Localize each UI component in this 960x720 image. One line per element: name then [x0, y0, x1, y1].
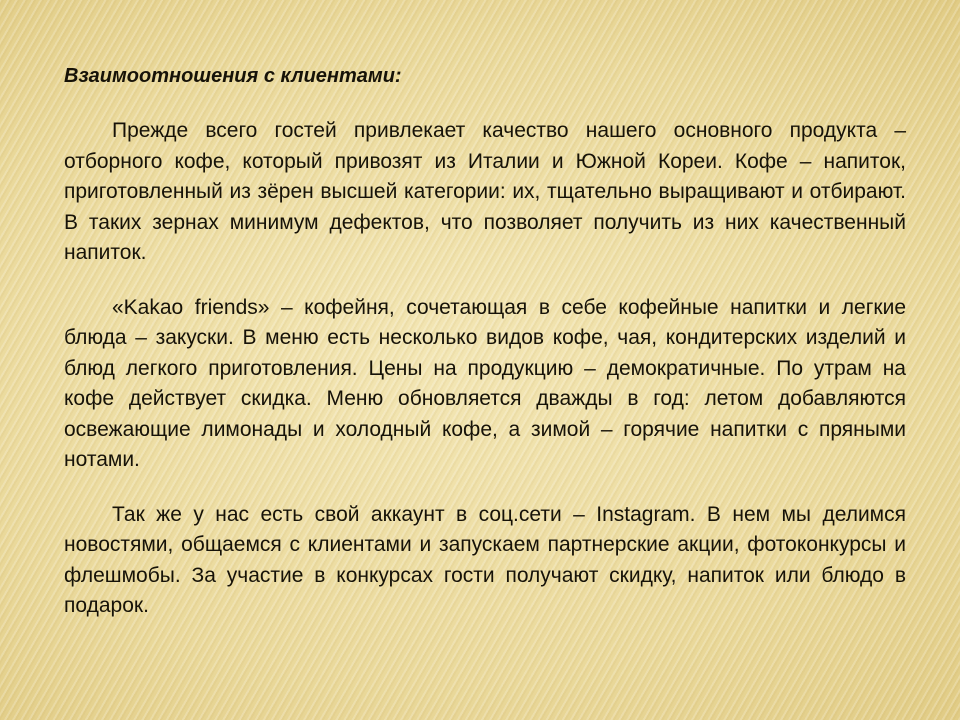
- paragraph-menu: «Kakao friends» – кофейня, сочетающая в себе кофейные напитки и легкие блюда – закуски. В меню есть несколько видов кофе, чая, кондитерских изделий и блюд легкого приготовления. Цены на продукцию – демократичные. По утрам на кофе действует скидка. Меню обновляется дважды в год: летом добавляются освежающие лимонады и холодный кофе, а зимой – горячие напитки с пряными нотами.: [64, 295, 906, 471]
- slide-content: [64, 62, 906, 646]
- paragraph-social-media: Так же у нас есть свой аккаунт в соц.сети – Instagram. В нем мы делимся новостями, общаемся с клиентами и запускаем партнерские акции, фотоконкурсы и флешмобы. За участие в конкурсах гости получают скидку, напиток или блюдо в подарок.: [64, 502, 906, 617]
- paragraph-product-quality: Прежде всего гостей привлекает качество нашего основного продукта – отборного кофе, который привозят из Италии и Южной Кореи. Кофе – напиток, приготовленный из зёрен высшей категории: их, тщательно выращивают и отбирают. В таких зернах минимум дефектов, что позволяет получить из них качественный напиток.: [64, 119, 906, 264]
- slide-heading: Взаимоотношения с клиентами:: [64, 65, 402, 87]
